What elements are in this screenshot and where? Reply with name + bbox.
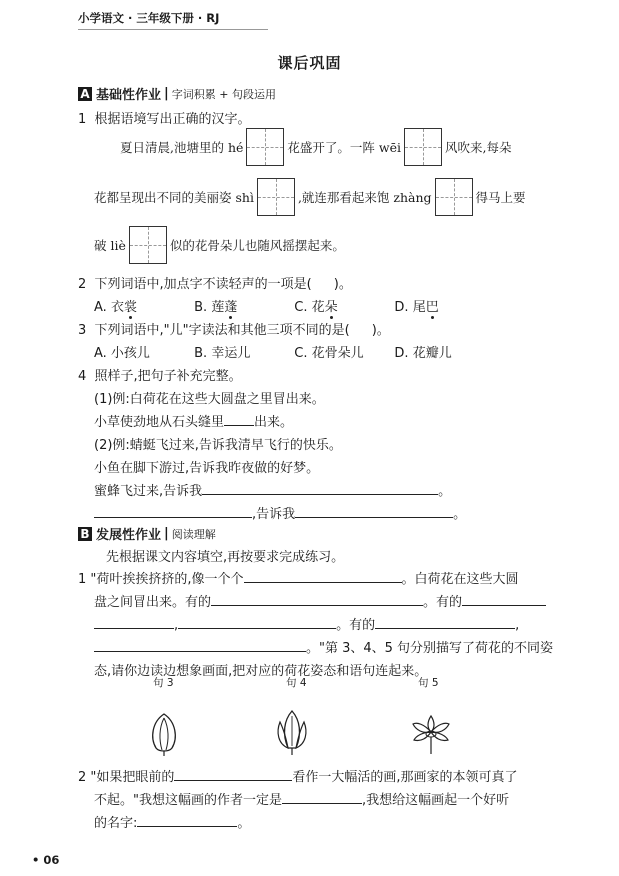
sentence-fragment: 夏日清晨,池塘里的 hé xyxy=(120,140,244,155)
answer-blank[interactable] xyxy=(224,413,254,426)
sentence-fragment: "荷叶挨挨挤挤的,像一个个 xyxy=(90,572,244,587)
question-a4-sentence-3 xyxy=(94,480,451,499)
tianzige-box-shi[interactable] xyxy=(257,178,295,216)
question-b1-line5: 态,请你边读边想象画面,把对应的荷花姿态和语句连起来。 xyxy=(94,664,428,679)
answer-blank[interactable] xyxy=(462,593,546,606)
option-c[interactable]: C. 花朵 xyxy=(294,296,390,315)
question-text-end: )。 xyxy=(333,277,352,292)
section-b-separator: | xyxy=(164,526,169,541)
question-b2-line3 xyxy=(94,812,250,831)
sentence-fragment: 花都呈现出不同的美丽姿 shì xyxy=(94,190,254,205)
half-open-lotus-icon[interactable] xyxy=(272,708,312,756)
option-a[interactable]: A. 小孩儿 xyxy=(94,346,150,361)
sentence-fragment: 似的花骨朵儿也随风摇摆起来。 xyxy=(169,238,345,253)
option-d[interactable]: D. 尾巴 xyxy=(394,296,490,315)
sentence-fragment: 。白荷花在这些大圆 xyxy=(401,572,519,587)
sentence-fragment: 看作一大幅活的画,那画家的本领可真了 xyxy=(292,770,518,785)
question-text: 根据语境写出正确的汉字。 xyxy=(94,112,251,127)
label-sentence-4: 句 4 xyxy=(286,677,307,689)
section-b-heading xyxy=(78,524,216,543)
sentence-fragment: 。"第 3、4、5 句分别描写了荷花的不同姿 xyxy=(306,641,554,656)
question-b2-line1 xyxy=(78,766,518,785)
header-divider xyxy=(78,29,268,30)
question-b1-line2 xyxy=(94,591,546,610)
sentence-fragment: 不起。"我想这幅画的作者一定是 xyxy=(94,793,282,808)
section-b-subtitle: 阅读理解 xyxy=(171,527,216,541)
sentence-fragment: 得马上要 xyxy=(475,190,526,205)
answer-blank[interactable] xyxy=(94,616,174,629)
sentence-fragment: 。 xyxy=(453,507,467,522)
tianzige-box-wei[interactable] xyxy=(404,128,442,166)
sentence-fragment: 。有的 xyxy=(336,618,376,633)
question-number: 2 xyxy=(78,277,87,292)
question-a1-prompt xyxy=(78,108,251,127)
full-bloom-lotus-icon[interactable] xyxy=(408,710,454,756)
question-number: 4 xyxy=(78,369,87,384)
option-b[interactable]: B. 幸运儿 xyxy=(194,346,251,361)
answer-blank[interactable] xyxy=(244,570,402,583)
sentence-fragment: 的名字: xyxy=(94,816,138,831)
question-a4-sentence-1 xyxy=(94,411,293,430)
question-a4-prompt xyxy=(78,365,242,384)
section-a-badge: A xyxy=(78,87,92,101)
sentence-fragment: 。 xyxy=(438,484,452,499)
answer-blank[interactable] xyxy=(202,482,438,495)
sentence-fragment: , xyxy=(174,618,179,633)
answer-blank[interactable] xyxy=(94,505,252,518)
section-a-heading xyxy=(78,84,276,103)
question-a1-line2 xyxy=(94,177,526,217)
sentence-fragment: , xyxy=(515,618,520,633)
sentence-fragment: 风吹来,每朵 xyxy=(444,140,512,155)
question-text: 下列词语中,"儿"字读法和其他三项不同的是( xyxy=(94,323,350,338)
question-b1-line1 xyxy=(78,568,519,587)
question-b1-line3 xyxy=(94,614,519,633)
sentence-fragment: ,告诉我 xyxy=(252,507,296,522)
question-number: 2 xyxy=(78,770,87,785)
sentence-fragment: 蜜蜂飞过来,告诉我 xyxy=(94,484,203,499)
question-text-end: )。 xyxy=(371,323,390,338)
question-a2-prompt xyxy=(78,273,352,292)
section-b-intro: 先根据课文内容填空,再按要求完成练习。 xyxy=(106,550,345,565)
answer-slot[interactable] xyxy=(350,322,372,334)
answer-blank[interactable] xyxy=(178,616,336,629)
sentence-fragment: 小草使劲地从石头缝里 xyxy=(94,415,225,430)
answer-blank[interactable] xyxy=(211,593,423,606)
example-2: (2)例:蜻蜓飞过来,告诉我清早飞行的快乐。 xyxy=(94,438,342,453)
question-a1-line1 xyxy=(120,127,511,167)
lotus-bud-icon[interactable] xyxy=(146,712,182,756)
sentence-fragment: 花盛开了。一阵 wēi xyxy=(287,140,401,155)
section-b-title: 发展性作业 xyxy=(96,528,162,543)
answer-blank[interactable] xyxy=(94,639,306,652)
tianzige-box-he[interactable] xyxy=(246,128,284,166)
sentence-fragment: 破 liè xyxy=(94,238,126,253)
tianzige-box-zhang[interactable] xyxy=(435,178,473,216)
option-a[interactable]: A. 衣裳 xyxy=(94,296,190,315)
label-sentence-5: 句 5 xyxy=(418,677,439,689)
page-number: • 06 xyxy=(32,853,60,867)
sample-sentence: 小鱼在脚下游过,告诉我昨夜做的好梦。 xyxy=(94,461,320,476)
section-a-title: 基础性作业 xyxy=(96,88,162,103)
question-text: 下列词语中,加点字不读轻声的一项是( xyxy=(94,277,312,292)
sentence-fragment: 。有的 xyxy=(423,595,463,610)
question-number: 3 xyxy=(78,323,87,338)
page-number-value: 06 xyxy=(43,853,60,867)
question-b1-line4 xyxy=(94,637,553,656)
option-d[interactable]: D. 花瓣儿 xyxy=(394,346,452,361)
option-c[interactable]: C. 花骨朵儿 xyxy=(294,346,364,361)
question-a1-line3 xyxy=(94,225,345,265)
label-sentence-3: 句 3 xyxy=(153,677,174,689)
question-b2-line2 xyxy=(94,789,509,808)
section-a-subtitle: 字词积累 + 句段运用 xyxy=(171,87,276,101)
sentence-fragment: "如果把眼前的 xyxy=(90,770,175,785)
answer-blank[interactable] xyxy=(375,616,515,629)
sentence-fragment: 。 xyxy=(237,816,251,831)
book-header: 小学语文 · 三年级下册 · RJ xyxy=(78,11,220,25)
question-a4-sentence-4 xyxy=(94,503,466,522)
tianzige-box-lie[interactable] xyxy=(129,226,167,264)
answer-blank[interactable] xyxy=(137,814,237,827)
answer-blank[interactable] xyxy=(282,791,362,804)
question-a3-prompt xyxy=(78,319,390,338)
answer-blank[interactable] xyxy=(174,768,292,781)
question-number: 1 xyxy=(78,572,87,587)
section-b-badge: B xyxy=(78,527,92,541)
sentence-fragment: ,我想给这幅画起一个好听 xyxy=(361,793,510,808)
answer-slot[interactable] xyxy=(312,276,334,288)
question-a2-options xyxy=(94,296,490,315)
answer-blank[interactable] xyxy=(295,505,453,518)
question-a3-options xyxy=(94,342,490,361)
question-text: 照样子,把句子补充完整。 xyxy=(94,369,242,384)
page-title: 课后巩固 xyxy=(277,54,342,72)
sentence-fragment: 盘之间冒出来。有的 xyxy=(94,595,212,610)
option-b[interactable]: B. 莲蓬 xyxy=(194,296,290,315)
sentence-fragment: ,就连那看起来饱 zhàng xyxy=(297,190,432,205)
sentence-fragment: 出来。 xyxy=(254,415,294,430)
section-a-separator: | xyxy=(164,86,169,101)
question-number: 1 xyxy=(78,112,87,127)
example-1: (1)例:白荷花在这些大圆盘之里冒出来。 xyxy=(94,392,325,407)
